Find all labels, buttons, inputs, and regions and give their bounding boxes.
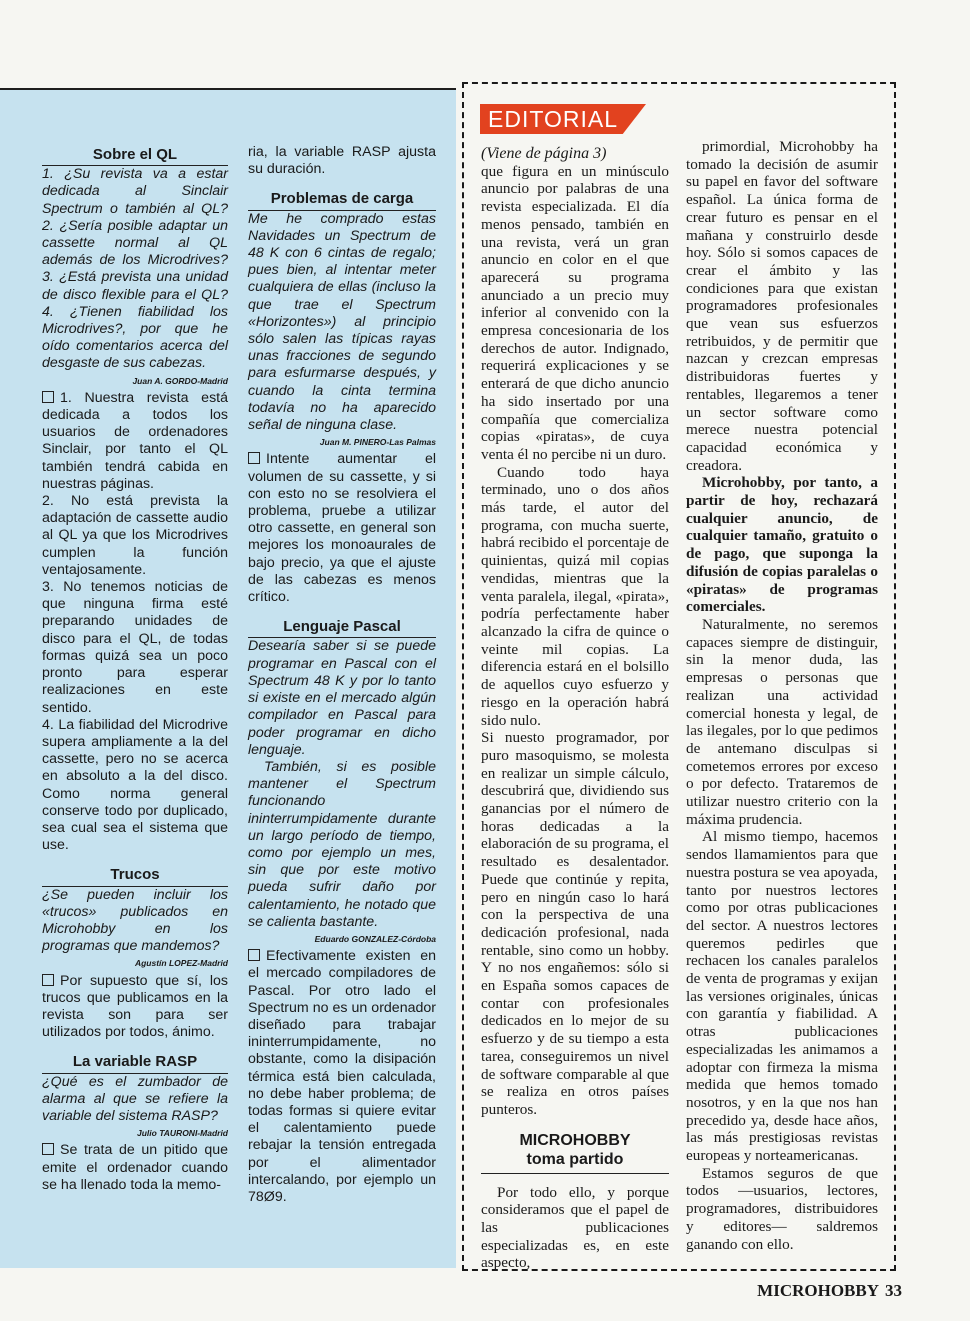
editorial-subtitle: (Viene de página 3) <box>481 145 607 162</box>
letter-heading-carga: Problemas de carga <box>248 190 436 210</box>
editorial-title: EDITORIAL <box>488 106 618 132</box>
letter-heading-ql: Sobre el QL <box>42 146 228 166</box>
letter-answer-pascal: Efectivamente existen en el mercado compiladores de Pascal. Por otro lado el Spectrum no es un ordenador diseñado para trabajar ininterrumpidamente, no obstante, como la disipación térmica está bien calculada, no debe haber problema; de todas formas si quiere evitar el calentamiento puede rebajar la tensión entregada por el alimentador intercalando, por ejemplo un 78Ø9. <box>248 948 436 1205</box>
letter-question-trucos: ¿Se pueden incluir los «trucos» publicados en Microhobby en los programas que mandemos? <box>42 886 228 955</box>
editorial-column-1 <box>481 145 669 1272</box>
editorial-paragraph: Al mismo tiempo, hacemos sendos llamamientos para que nuestra postura se vea apoyada, tanto por nuestros lectores como por otras publicaciones del sector. A nuestros lectores queremos pedirles que rechacen los canales paralelos de venta de programas y exijan las versiones originales, únicas con garantía y fiabilidad. A otras publicaciones especializadas les animamos a adoptar con firmeza la misma medida que hemos tomado nosotros, y en la que nos han precedido ya, desde hace años, las más prestigiosas revistas europeas y norteamericanas. <box>686 828 878 1165</box>
letter-heading-pascal: Lenguaje Pascal <box>248 618 436 638</box>
checkbox-icon <box>42 974 54 986</box>
editorial-column-2 <box>686 138 878 1253</box>
letter-answer-ql-2: 2. No está prevista la adaptación de cassette audio al QL ya que los Microdrives cumplen la función ventajosamente. <box>42 493 228 578</box>
letter-answer-rasp-start: Se trata de un pitido que emite el ordenador cuando se ha llenado toda la memo- <box>42 1142 228 1193</box>
page-number: 33 <box>885 1281 902 1300</box>
letters-column-2 <box>248 144 436 1206</box>
letter-question-pascal-2: También, si es posible mantener el Spectrum funcionando ininterrumpidamente durante un largo período de tiempo, como por ejemplo un mes, sin que por este motivo pueda sufrir daño por calentamiento, he notado que se calienta bastante. <box>248 758 436 930</box>
editorial-paragraph: Naturalmente, no seremos capaces siempre de distinguir, sin la menor duda, las empresas o personas que realizan una actividad comercial honesta y legal, de las ilegales, por lo que pedimos de antemano disculpas si cometemos errores por exceso o por defecto. Trataremos de utilizar nuestro criterio con la máxima prudencia. <box>686 615 878 828</box>
letter-signature-ql: Juan A. GORDO-Madrid <box>132 375 228 386</box>
letter-signature-pascal: Eduardo GONZALEZ-Córdoba <box>314 933 436 944</box>
letter-heading-rasp: La variable RASP <box>42 1053 228 1073</box>
editorial-statement: Microhobby, por tanto, a partir de hoy, rechazará cualquier anuncio, de cualquier tamaño, gratuito o de pago, que suponga la difusión de copias paralelas o «piratas» de programas comerciales. <box>686 474 878 616</box>
editorial-paragraph: Estamos seguros de que todos —usuarios, lectores, programadores, distribuidores y editores— saldremos ganando con ello. <box>686 1164 878 1253</box>
editorial-section-heading: MICROHOBBY toma partido <box>481 1131 669 1174</box>
editorial-paragraph: Si nuesto programador, por puro masoquismo, se molesta en realizar un simple cálculo, descubrirá que, dividiendo sus ganancias por el número de horas dedicadas a la elaboración de su programa, el resultado es desalentador. Puede que continúe y repita, pero en ningún caso lo hará con la perspectiva de una dedicación profesional, nada rentable, sino como un hobby. Y no nos engañemos: sólo si en España somos capaces de contar con profesionales dedicados en lo mejor de su esfuerzo y de su tiempo a esta tarea, conseguiremos un nivel de software comparable al que se realiza en otros países punteros. <box>481 729 669 1118</box>
editorial-paragraph: Cuando todo haya terminado, uno o dos años más tarde, el autor del programa, con mucha suerte, habrá recibido el porcentaje de quinientas, quizá mil copias vendidas, mientras que la venta paralela, ilegal, «pirata», podría perfectamente haber alcanzado la cifra de quince o veinte mil copias. La diferencia estará en el bolsillo de aquellos cuyo esfuerzo y riesgo en la operación habrá sido nulo. <box>481 463 669 729</box>
letter-answer-carga: Intente aumentar el volumen de su cassette, y si con esto no se resolviera el problema, pruebe a utilizar otro cassette, en general son mejores los monoaurales de bajo precio, ya que el ajuste de las cabezas es menos crítico. <box>248 451 436 606</box>
letter-heading-trucos: Trucos <box>42 866 228 886</box>
panel-top-rule <box>0 88 456 90</box>
checkbox-icon <box>248 949 260 961</box>
letter-signature-trucos: Agustín LOPEZ-Madrid <box>134 958 228 969</box>
checkbox-icon <box>248 452 260 464</box>
letter-answer-rasp-end: ria, la variable RASP ajusta su duración. <box>248 144 436 178</box>
editorial-tag <box>480 104 646 134</box>
checkbox-icon <box>42 1143 54 1155</box>
page-footer <box>757 1281 902 1301</box>
editorial-paragraph: Por todo ello, y porque consideramos que el papel de las publicaciones especializadas es, en este aspecto, <box>481 1183 669 1272</box>
editorial-paragraph: primordial, Microhobby ha tomado la decisión de asumir su papel en favor del software español. La única forma de crear futuro es pensar en el mañana y construirlo desde hoy. Sólo si somos capaces de crear el ámbito y las condiciones para que existan programadores profesionales que vean sus esfuerzos retribuidos, y de permitir que nazcan y crezcan empresas distribuidoras fuertes y rentables, llegaremos a tener un sector software como merece nuestra potencial capacidad económica y creadora. <box>686 138 878 474</box>
letter-answer-trucos: Por supuesto que sí, los trucos que publicamos en la revista son para ser utilizados por todos, ánimo. <box>42 972 228 1041</box>
magazine-name: MICROHOBBY <box>757 1281 879 1300</box>
checkbox-icon <box>42 391 54 403</box>
letter-question-ql: 1. ¿Su revista va a estar dedicada al Sinclair Spectrum o también al QL? 2. ¿Sería posible adaptar un cassette normal al QL además de los Microdrives? 3. ¿Está prevista una unidad de disco flexible para el QL? 4. ¿Tienen fiabilidad los Microdrives?, por que he oído comentarios acerca del desgaste de sus cabezas. <box>42 166 228 372</box>
letter-answer-ql-4: 4. La fiabilidad del Microdrive supera ampliamente a la del cassette, pero no se acerca en absoluto a la del disco. Como norma general conserve todo por duplicado, sea cual sea el sistema que use. <box>42 716 228 854</box>
letter-question-carga: Me he comprado estas Navidades un Spectrum de 48 K con 6 cintas de regalo; pues bien, al intentar meter cualquiera de ellas (incluso la que trae el Spectrum «Horizontes») al principio sólo salen las típicas rayas unas fracciones de segundo para esfurmarse después, y cuando la cinta termina todavía no ha aparecido señal de ninguna clase. <box>248 210 436 434</box>
letter-question-rasp: ¿Qué es el zumbador de alarma al que se refiere la variable del sistema RASP? <box>42 1073 228 1124</box>
letter-answer-ql-3: 3. No tenemos noticias de que ninguna firma esté preparando unidades de disco para el QL, de todas formas quizá sea un poco pronto para esperar realizaciones en este sentido. <box>42 579 228 716</box>
letter-signature-carga: Juan M. PINERO-Las Palmas <box>319 437 436 448</box>
letter-question-pascal: Desearía saber si se puede programar en Pascal con el Spectrum 48 K y por lo tanto si existe en el mercado algún compilador en Pascal para poder programar en dicho lenguaje. <box>248 638 436 758</box>
editorial-paragraph: que figura en un minúsculo anuncio por palabras de una revista especializada. El día menos pensado, también en una revista, verá un gran anuncio en color en el que aparecerá su programa anunciado a un precio muy inferior al convenido con la empresa concesionaria de los derechos de autor. Indignado, requerirá explicaciones y se enterará de que dicho anuncio ha sido insertado por una compañía que comercializa copias «piratas», de cuya venta él no percibe ni un duro. <box>481 162 669 463</box>
letter-signature-rasp: Julio TAURONI-Madrid <box>137 1128 228 1139</box>
letter-answer-ql-1: 1. Nuestra revista está dedicada a todos los usuarios de ordenadores Sinclair, por tanto el QL también tendrá cabida en nuestras páginas. <box>42 389 228 492</box>
letters-column-1 <box>42 146 228 1194</box>
